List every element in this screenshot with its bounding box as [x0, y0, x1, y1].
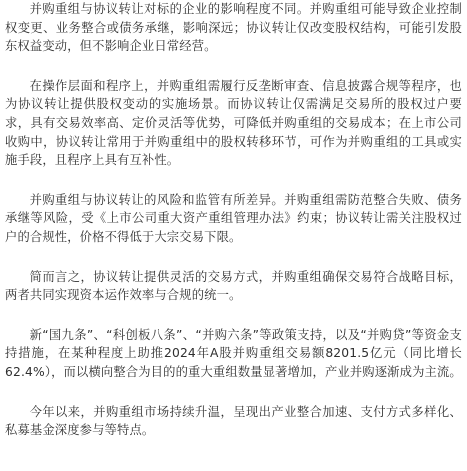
paragraph-3: 并购重组与协议转让的风险和监管有所差异。并购重组需防范整合失败、债务承继等风险，受《上市公司重大资产重组管理办法》约束；协议转让需关注股权过户的合规性，价格不得低于大宗交易下限。	[5, 192, 462, 244]
paragraph-1: 并购重组与协议转让对标的企业的影响程度不同。并购重组可能导致企业控制权变更、业务整合或债务承继，影响深远；协议转让仅改变股权结构，可能引发股东权益变动，但不影响企业日常经营。	[5, 2, 462, 54]
paragraph-2: 在操作层面和程序上，并购重组需履行反垄断审查、信息披露合规等程序，也为协议转让提供股权变动的实施场景。而协议转让仅需满足交易所的股权过户要求，具有交易效率高、定价灵活等优势，可降低并购重组的交易成本；在上市公司收购中，协议转让常用于并购重组中的股权转移环节，可作为并购重组的工具或实施手段，且程序上具有互补性。	[5, 78, 462, 168]
paragraph-6: 今年以来，并购重组市场持续升温，呈现出产业整合加速、支付方式多样化、私募基金深度参与等特点。	[5, 404, 462, 438]
paragraph-5: 新“国九条”、“科创板八条”、“并购六条”等政策支持，以及“并购贷”等资金支持措施，在某种程度上助推2024年A股并购重组交易额8201.5亿元（同比增长62.4%），而以横向整合为目的的重大重组数量显著增加，产业并购逐渐成为主流。	[5, 327, 462, 379]
paragraph-4: 简而言之，协议转让提供灵活的交易方式，并购重组确保交易符合战略目标，两者共同实现资本运作效率与合规的统一。	[5, 269, 462, 303]
